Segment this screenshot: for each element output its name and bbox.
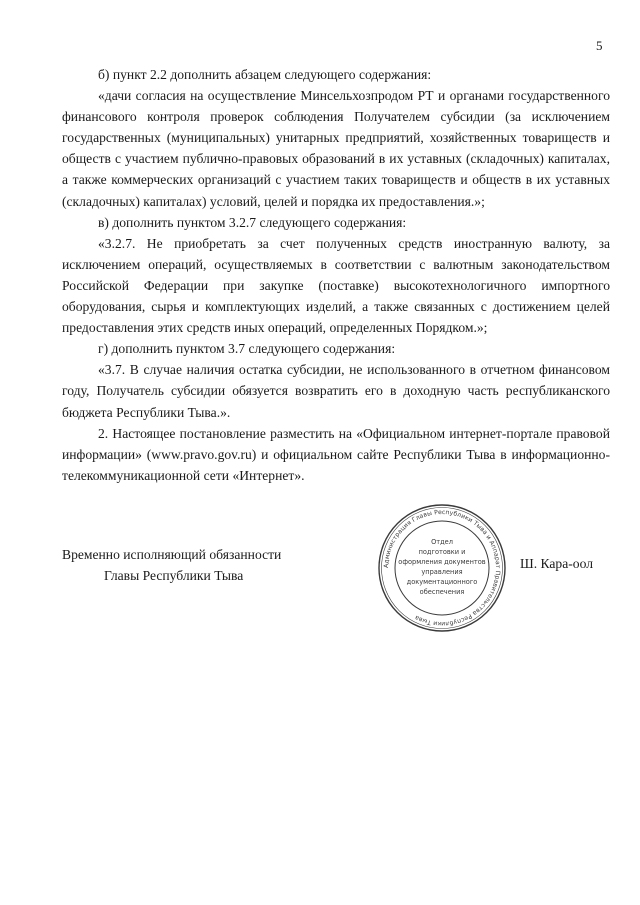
page-number: 5 — [596, 38, 603, 53]
signatory-position — [62, 544, 312, 586]
stamp-center-line: оформления документов — [398, 558, 486, 566]
stamp-center-line: документационного — [406, 578, 478, 586]
paragraph-g-quote: «3.7. В случае наличия остатка субсидии, не использованного в отчетном финансовом году, Получатель субсидии обязуется возвратить его в доходную часть республиканского бюджета Республики Тыва.». — [62, 362, 610, 420]
stamp-center-line: обеспечения — [419, 588, 465, 596]
stamp-center-line: подготовки и — [418, 548, 466, 556]
signatory-name: Ш. Кара-оол — [520, 556, 593, 571]
paragraph-v: в) дополнить пунктом 3.2.7 следующего содержания: — [98, 214, 407, 230]
paragraph-g: г) дополнить пунктом 3.7 следующего содержания: — [98, 341, 396, 357]
document-body — [62, 64, 610, 486]
signatory-position-line2: Главы Республики Тыва — [104, 568, 244, 583]
stamp-center-line: управления — [421, 568, 463, 576]
paragraph-b-quote: «дачи согласия на осуществление Минсельхозпродом РТ и органами государственного финансового контроля проверок соблюдения Получателем субсидии (за исключением государственных (муниципальных) унитарных предприятий, хозяйственных товариществ и обществ с участием публично-правовых образований в их уставных (складочных) капиталах, а также коммерческих организаций с участием таких товариществ и обществ в их уставных (складочных) капиталах) условий, целей и порядка их предоставления.»; — [62, 88, 610, 209]
paragraph-b: б) пункт 2.2 дополнить абзацем следующего содержания: — [98, 67, 432, 82]
paragraph-2: 2. Настоящее постановление разместить на «Официальном интернет-портале правовой информации» (www.pravo.gov.ru) и официальном сайте Республики Тыва в информационно-телекоммуникационной сети «Интернет». — [62, 425, 610, 483]
signatory-position-line1: Временно исполняющий обязанности — [62, 547, 282, 562]
official-stamp — [376, 502, 508, 634]
paragraph-v-quote: «3.2.7. Не приобретать за счет полученных средств иностранную валюту, за исключением операций, осуществляемых в соответствии с валютным законодательством Российской Федерации при закупке (поставке) высокотехнологичного импортного оборудования, сырья и комплектующих изделий, а также связанных с достижением целей предоставления этих средств иных операций, определенных Порядком.»; — [62, 235, 610, 336]
stamp-ring-text: Администрация Главы Республики Тыва и Аппарат Правительства Республики Тыва — [382, 508, 502, 628]
stamp-center-line: Отдел — [431, 538, 453, 546]
